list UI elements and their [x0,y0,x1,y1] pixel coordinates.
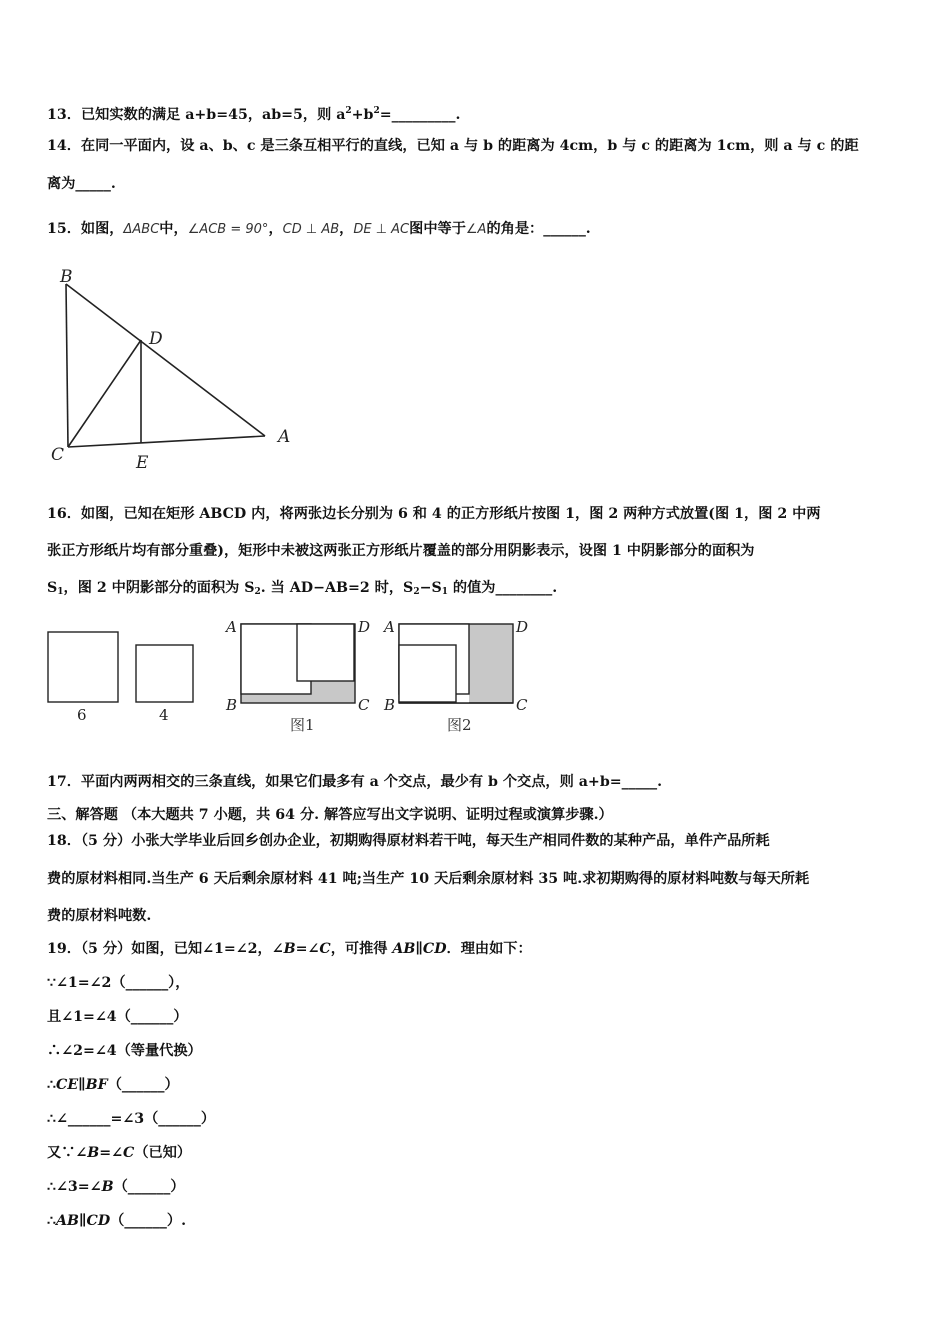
q19-s4-b: CE∥BF [56,1077,108,1093]
q15-formula-triangle: ΔABC [123,222,160,237]
fig2-label-a: A [384,618,395,636]
q19-s7-c: （______） [113,1179,185,1195]
q15-text-1: 中， [159,221,188,237]
fig1-label-c: C [358,696,370,714]
question-14-line-1: 14．在同一平面内，设 a、b、c 是三条互相平行的直线，已知 a 与 b 的距离为 4cm，b 与 c 的距离为 1cm，则 a 与 c 的距 [47,138,859,154]
fig2-label-b: B [384,696,396,714]
q19-intro-g: ．理由如下： [446,941,532,957]
question-16-line-3 [47,578,910,602]
q19-intro-e: ，可推得 [330,941,393,957]
q19-s6-e: （已知） [134,1145,192,1161]
q19-intro-a: 19．（5 分）如图，已知∠1=∠2，∠ [47,941,284,957]
fig2-label-d: D [516,618,529,636]
fig1-square-4 [297,624,354,681]
q19-step-7 [47,1177,910,1197]
square-label-6: 6 [77,706,87,724]
q19-intro-b: B [283,941,296,957]
q19-s7-a: ∴∠3=∠ [47,1179,102,1195]
q16-s-1: S [47,580,58,596]
q19-step-2: 且∠1=∠4（______） [47,1009,188,1025]
question-18-line-1: 18．（5 分）小张大学毕业后回乡创办企业，初期购得原材料若干吨，每天生产相同件数的某种产品，单件产品所耗 [47,833,770,849]
question-15 [47,219,910,240]
fig1-label-b: B [226,696,238,714]
fig1-label-d: D [358,618,371,636]
q19-step-6 [47,1143,910,1163]
fig2-label-c: C [516,696,528,714]
label-c: C [51,445,65,465]
segment-bc [66,284,68,447]
figure-15-triangle [40,262,310,477]
fig2-square-4 [399,645,456,702]
square-label-4: 4 [159,706,169,724]
figure-1 [224,618,370,734]
q19-s4-a: ∴ [47,1077,57,1093]
q19-s6-c: =∠ [99,1145,124,1161]
q13-text-a: 已知实数的满足 a+b=45，ab=5，则 a [80,107,346,123]
q15-text-5: 的角是：______. [486,221,591,237]
square-4 [136,645,193,702]
q13-text-c: =_________. [379,107,461,123]
q19-intro-f: AB∥CD [392,941,447,957]
q19-step-1: ∵∠1=∠2（______）， [47,975,190,991]
q15-text-2: ， [268,221,283,237]
q19-s6-a: 又∵∠ [47,1145,88,1161]
q16-text-b: ，图 2 中阴影部分的面积为 S [63,580,255,596]
label-b: B [60,267,73,287]
fig2-caption: 图2 [447,716,472,734]
q16-sub-3: 2 [413,587,420,597]
figure-2 [382,618,528,734]
q15-text-4: 图中等于 [409,221,466,237]
q15-number: 15．如图， [47,221,124,237]
q16-text-e: 的值为________. [447,580,558,596]
fig1-label-a: A [226,618,237,636]
question-13 [47,101,910,125]
q16-text-c: . 当 AD−AB=2 时，S [260,580,414,596]
fig1-caption: 图1 [290,716,315,734]
square-6 [48,632,118,702]
question-16-line-1: 16．如图，已知在矩形 ABCD 内，将两张边长分别为 6 和 4 的正方形纸片按图 1，图 2 两种方式放置(图 1，图 2 中两 [47,506,821,522]
question-16-line-2: 张正方形纸片均有部分重叠)，矩形中未被这两张正方形纸片覆盖的部分用阴影表示，设图 1 中阴影部分的面积为 [47,543,755,559]
q19-intro-c: =∠ [295,941,320,957]
q15-formula-cd-perp: CD ⊥ AB [282,222,340,237]
q19-intro-d: C [319,941,331,957]
label-d: D [149,329,163,349]
q15-text-3: ， [339,221,354,237]
q19-s4-c: （______） [107,1077,179,1093]
q19-step-3: ∴∠2=∠4（等量代换） [47,1043,202,1059]
q19-s7-b: B [101,1179,114,1195]
q13-sup2: 2 [373,106,380,116]
question-18-line-2: 费的原材料相同.当生产 6 天后剩余原材料 41 吨;当生产 10 天后剩余原材料 35 吨.求初期购得的原材料吨数与每天所耗 [47,871,810,887]
segment-ba [66,284,265,436]
q13-sup1: 2 [345,106,352,116]
segment-ca [68,436,265,447]
q19-step-5: ∴∠______=∠3（______） [47,1111,216,1127]
question-19-intro [47,939,910,959]
q16-sub-4: 1 [441,587,448,597]
q19-s8-b: AB∥CD [56,1213,111,1229]
q16-text-d: −S [419,580,442,596]
segment-cd [68,340,141,447]
q19-s8-c: （______）. [110,1213,187,1229]
q15-formula-angle-a: ∠A [465,222,487,237]
figure-16-squares [40,612,540,742]
q13-text-b: +b [351,107,374,123]
q19-s6-d: C [123,1145,135,1161]
label-e: E [136,453,149,473]
section-3-heading: 三、解答题 （本大题共 7 小题，共 64 分. 解答应写出文字说明、证明过程或演算步骤.） [47,807,613,823]
question-18-line-3: 费的原材料吨数. [47,908,152,924]
question-17: 17．平面内两两相交的三条直线，如果它们最多有 a 个交点，最少有 b 个交点，则 a+b=_____. [47,774,663,790]
q13-number: 13． [47,107,81,123]
question-14-line-2: 离为_____. [47,176,116,192]
q19-step-8 [47,1211,910,1231]
q19-s6-b: B [87,1145,100,1161]
q16-sub-2: 2 [254,587,261,597]
q19-step-4 [47,1075,910,1095]
q15-formula-right-angle: ∠ACB = 90° [187,222,269,237]
q19-s8-a: ∴ [47,1213,57,1229]
q16-sub-1: 1 [57,587,64,597]
label-a: A [278,427,291,447]
q15-formula-de-perp: DE ⊥ AC [353,222,410,237]
